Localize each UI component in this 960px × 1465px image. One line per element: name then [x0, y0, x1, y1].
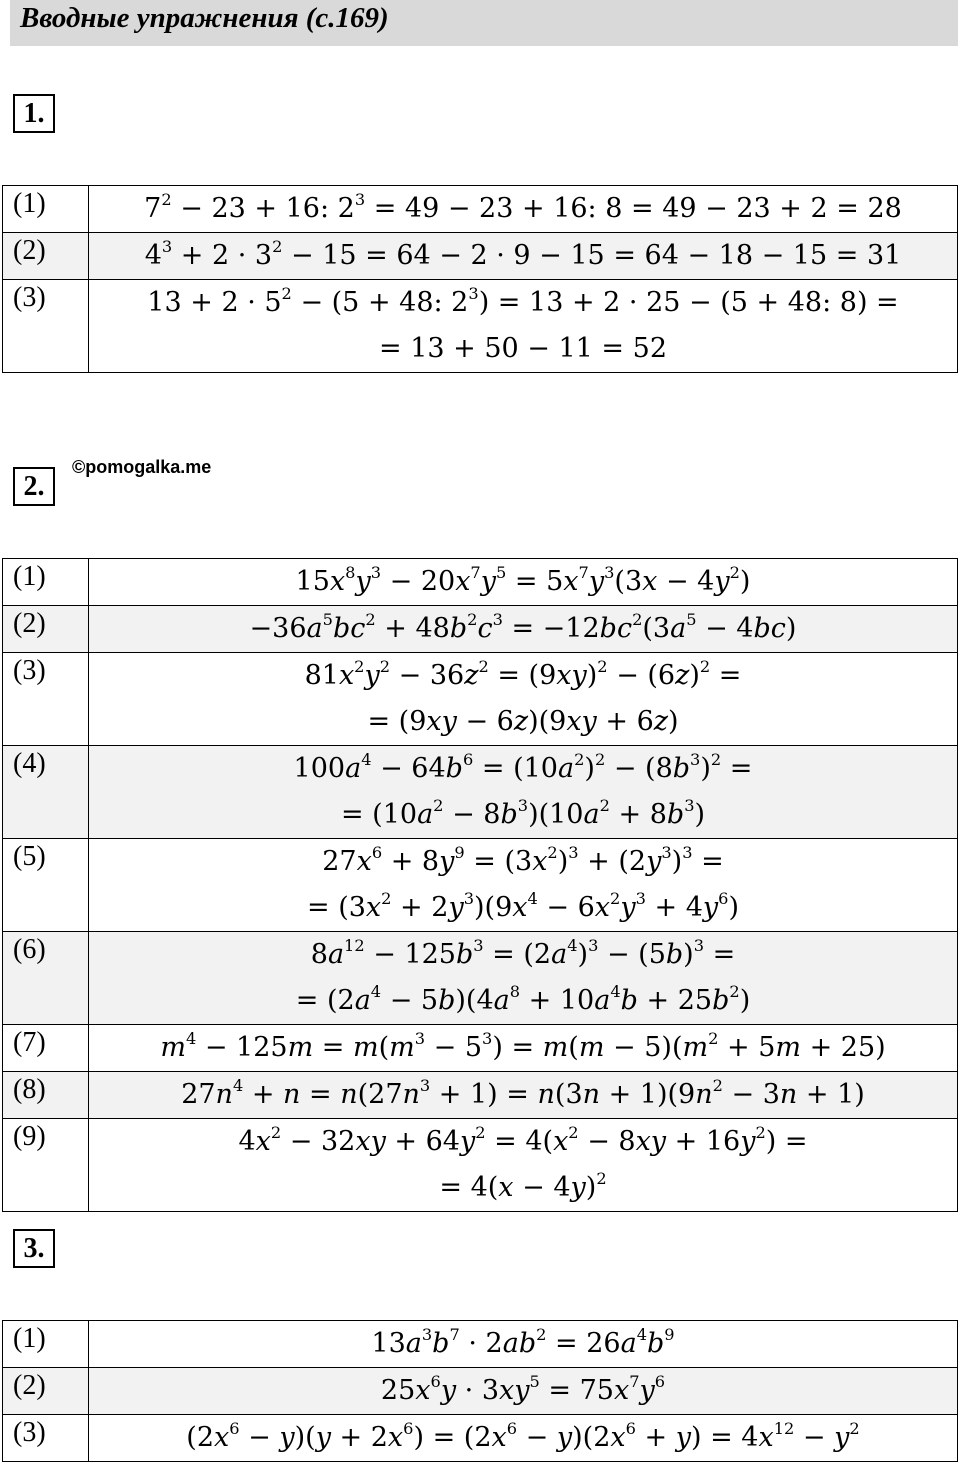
row-label: (4) — [3, 746, 89, 839]
expression-line: $25x^6y \cdot 3xy^5 = 75x^7y^6$ — [380, 1371, 666, 1406]
expression-line: $4^3 + 2 \cdot 3^2 - 15 = 64 - 2 \cdot 9 - 15 = 64 - 18 - 15 = 31$ — [144, 236, 902, 271]
expression-line: $8a^{12} - 125b^3 = (2a^4)^3 - (5b)^3$ = — [310, 935, 736, 970]
watermark: ©pomogalka.me — [72, 457, 212, 477]
expression-line: = $4(x - 4y)^2$ — [439, 1168, 607, 1203]
row-expression — [89, 186, 958, 233]
row-expression — [89, 233, 958, 280]
exercise-number-1: 1. — [13, 94, 55, 133]
row-label: (2) — [3, 1368, 89, 1415]
expression-line: = $(10a^2 - 8b^3)(10a^2 + 8b^3)$ — [340, 795, 706, 830]
table-row — [3, 932, 958, 1025]
expression-line: $m^4 - 125m = m(m^3 - 5^3) = m(m - 5)(m^2 + 5m + 25)$ — [160, 1028, 886, 1063]
exercise-number-2: 2. — [13, 467, 55, 506]
row-label: (8) — [3, 1072, 89, 1119]
expression-line: $27n^4 + n = n(27n^3 + 1) = n(3n + 1)(9n^2 - 3n + 1)$ — [181, 1075, 865, 1110]
expression-line: $81x^2y^2 - 36z^2 = (9xy)^2 - (6z)^2$ = — [304, 656, 742, 691]
table-row — [3, 839, 958, 932]
page-title: Вводные упражнения (с.169) — [20, 2, 389, 34]
expression-line: = $(2a^4 - 5b)(4a^8 + 10a^4b + 25b^2)$ — [295, 981, 751, 1016]
row-expression — [89, 559, 958, 606]
row-expression — [89, 1368, 958, 1415]
page-header — [10, 0, 958, 46]
table-row — [3, 280, 958, 373]
row-expression — [89, 1025, 958, 1072]
table-row — [3, 1321, 958, 1368]
expression-line: $4x^2 - 32xy + 64y^2 = 4(x^2 - 8xy + 16y^2)$ = — [238, 1122, 808, 1157]
expression-line: = 13 + 50 − 11 = 52 — [379, 333, 667, 364]
exercise-number-3: 3. — [13, 1229, 55, 1268]
row-expression — [89, 606, 958, 653]
row-label: (9) — [3, 1119, 89, 1212]
table-row — [3, 1368, 958, 1415]
expression-line: $7^2 - 23 + 16$: $2^3 = 49 - 23 + 16$: 8 = 49 − 23 + 2 = 28 — [144, 189, 902, 224]
row-expression — [89, 839, 958, 932]
row-label: (1) — [3, 1321, 89, 1368]
table-row — [3, 1025, 958, 1072]
exercise-table-1 — [2, 185, 958, 373]
expression-line: $15x^8y^3 - 20x^7y^5 = 5x^7y^3(3x - 4y^2)$ — [295, 562, 751, 597]
row-expression — [89, 1321, 958, 1368]
row-label: (3) — [3, 280, 89, 373]
table-row — [3, 1119, 958, 1212]
expression-line: $13 + 2 \cdot 5^2 - (5 + 48$: $2^3) = 13 + 2 \cdot 25 - (5 + 48$: 8) = — [147, 283, 899, 318]
row-expression — [89, 746, 958, 839]
row-label: (1) — [3, 186, 89, 233]
table-row — [3, 559, 958, 606]
table-row — [3, 233, 958, 280]
table-row — [3, 653, 958, 746]
expression-line: $100a^4 - 64b^6 = (10a^2)^2 - (8b^3)^2$ = — [293, 749, 753, 784]
row-expression — [89, 1415, 958, 1462]
table-row — [3, 186, 958, 233]
table-row — [3, 1072, 958, 1119]
row-label: (5) — [3, 839, 89, 932]
row-expression — [89, 932, 958, 1025]
row-label: (2) — [3, 606, 89, 653]
row-label: (1) — [3, 559, 89, 606]
row-expression — [89, 280, 958, 373]
exercise-table-3 — [2, 1320, 958, 1462]
exercise-table-2 — [2, 558, 958, 1212]
row-label: (6) — [3, 932, 89, 1025]
expression-line: $-36a^5bc^2 + 48b^2c^3 = -12bc^2(3a^5 - 4bc)$ — [249, 609, 797, 644]
expression-line: $13a^3b^7 \cdot 2ab^2 = 26a^4b^9$ — [371, 1324, 675, 1359]
row-expression — [89, 1072, 958, 1119]
expression-line: $(2x^6 - y)(y + 2x^6) = (2x^6 - y)(2x^6 + y) = 4x^{12} - y^2$ — [186, 1418, 860, 1453]
row-expression — [89, 1119, 958, 1212]
row-expression — [89, 653, 958, 746]
row-label: (2) — [3, 233, 89, 280]
expression-line: = $(3x^2 + 2y^3)(9x^4 - 6x^2y^3 + 4y^6)$ — [307, 888, 739, 923]
expression-line: = (9xy − 6z)(9xy + 6z) — [367, 706, 679, 737]
table-row — [3, 1415, 958, 1462]
table-row — [3, 746, 958, 839]
table-row — [3, 606, 958, 653]
expression-line: $27x^6 + 8y^9 = (3x^2)^3 + (2y^3)^3$ = — [322, 842, 724, 877]
row-label: (3) — [3, 1415, 89, 1462]
row-label: (7) — [3, 1025, 89, 1072]
row-label: (3) — [3, 653, 89, 746]
